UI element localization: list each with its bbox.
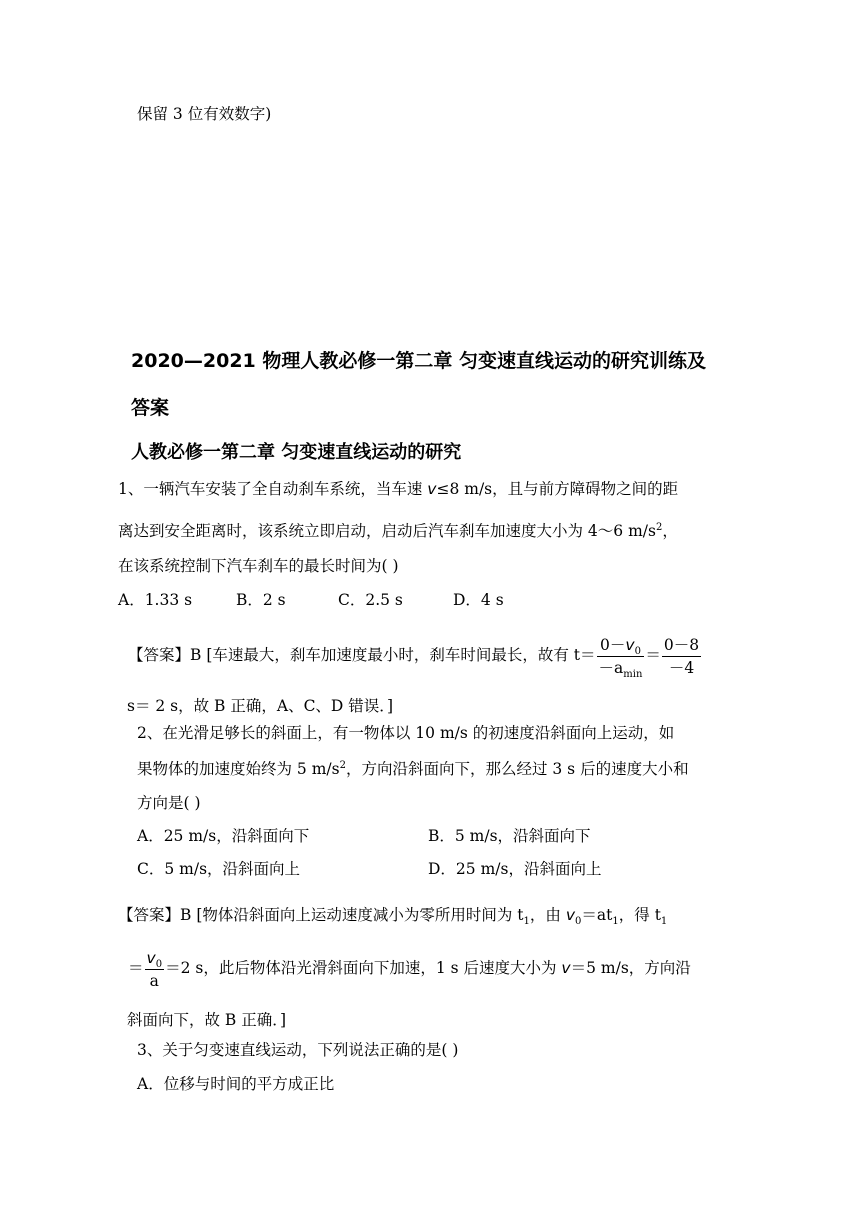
q1-option-a: A．1.33 s xyxy=(118,591,193,609)
q2-fraction: $\frac{v_0}{a}$ xyxy=(146,948,163,990)
q1-fraction-2: $\frac{0-8}{-4}$ xyxy=(663,635,700,677)
q2-answer-continued: ＝ $\frac{v_0}{a}$ ＝2 s，此后物体沿光滑斜面向下加速，1 s 后速度大小为 v＝5 m/s，方向沿 xyxy=(128,948,691,990)
q1-option-d: D．4 s xyxy=(453,591,504,609)
q1-option-b: B．2 s xyxy=(236,591,286,609)
q1-line-1: 1、一辆汽车安装了全自动刹车系统，当车速 v≤8 m/s，且与前方障碍物之间的距 xyxy=(118,480,679,498)
q2-option-b: B．5 m/s，沿斜面向下 xyxy=(428,827,591,845)
q1-answer: 【答案】B [车速最大，刹车加速度最小时，刹车时间最长，故有 t＝ $\frac{0-v_0}{-a_{min}}$ ＝ $\frac{0-8}{-4}$ xyxy=(128,635,700,680)
q2-option-c: C．5 m/s，沿斜面向上 xyxy=(137,860,301,878)
q2-line-2: 果物体的加速度始终为 5 $m/s^2$，方向沿斜面向下，那么经过 3 s 后的速度大小和 xyxy=(137,759,689,778)
q2-option-d: D．25 m/s，沿斜面向上 xyxy=(428,860,602,878)
q1-option-c: C．2.5 s xyxy=(338,591,403,609)
q3-option-a: A．位移与时间的平方成正比 xyxy=(137,1075,335,1093)
document-title-continued: 答案 xyxy=(131,397,170,419)
q2-answer: 【答案】B [物体沿斜面向上运动速度减小为零所用时间为 $t_1$，由 $v_0=at_1$，得 $t_1$ xyxy=(118,906,668,928)
q3-line-1: 3、关于匀变速直线运动，下列说法正确的是( ) xyxy=(137,1041,459,1059)
q2-line-3: 方向是( ) xyxy=(137,794,201,812)
document-title: 2020—2021 物理人教必修一第二章 匀变速直线运动的研究训练及 xyxy=(131,350,706,372)
q2-answer-end: 斜面向下，故 B 正确．] xyxy=(127,1011,287,1029)
q1-line-3: 在该系统控制下汽车刹车的最长时间为( ) xyxy=(118,557,399,575)
q1-answer-continued: s＝ 2 s，故 B 正确，A、C、D 错误．] xyxy=(127,697,394,715)
top-note: 保留 3 位有效数字) xyxy=(137,105,272,123)
q2-line-1: 2、在光滑足够长的斜面上，有一物体以 10 m/s 的初速度沿斜面向上运动，如 xyxy=(137,724,675,742)
q1-fraction-1: $\frac{0-v_0}{-a_{min}}$ xyxy=(598,635,643,680)
q1-line-2: 离达到安全距离时，该系统立即启动，启动后汽车刹车加速度大小为 4～6 $m/s^2$， xyxy=(118,521,678,540)
section-subtitle: 人教必修一第二章 匀变速直线运动的研究 xyxy=(131,442,462,463)
q2-option-a: A．25 m/s，沿斜面向下 xyxy=(137,827,310,845)
